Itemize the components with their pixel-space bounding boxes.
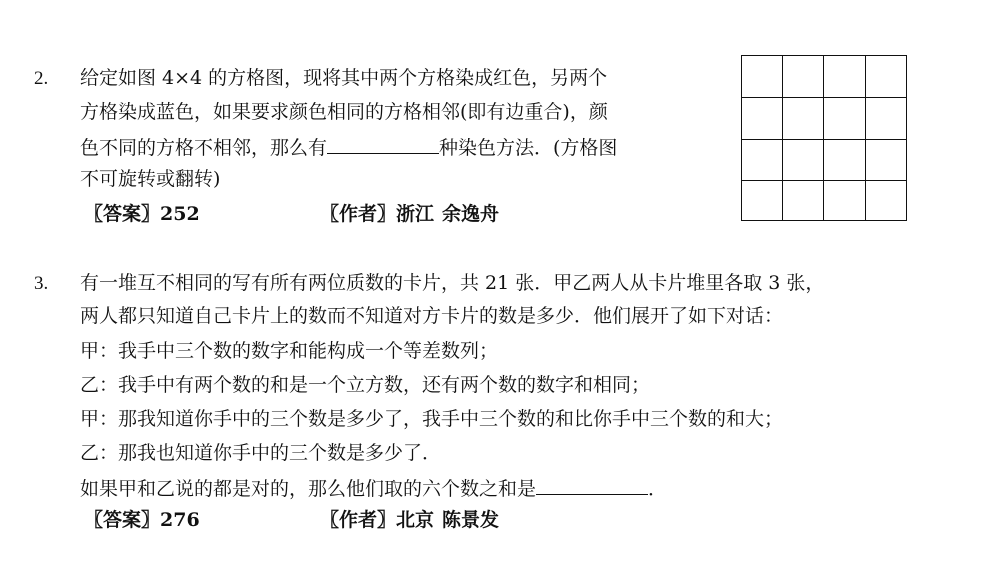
problem-2-line-3-text: 色不同的方格不相邻，那么有 (80, 137, 328, 159)
problem-3-line-3: 甲：我手中三个数的数字和能构成一个等差数列； (80, 340, 499, 362)
grid-line (782, 56, 783, 220)
problem-3-line-7-text: 如果甲和乙说的都是对的，那么他们取的六个数之和是 (80, 478, 537, 500)
problem-3-line-5: 甲：那我知道你手中的三个数是多少了，我手中三个数的和比你手中三个数的和大； (80, 408, 784, 430)
problem-2-line-4: 不可旋转或翻转) (80, 168, 221, 190)
grid-line (742, 180, 906, 181)
answer-blank (327, 135, 439, 154)
grid-line (742, 97, 906, 98)
problem-3-author (320, 509, 499, 531)
answer-label: 〖答案〗 (84, 509, 161, 531)
answer-blank (536, 476, 648, 495)
problem-3-line-4: 乙：我手中有两个数的和是一个立方数，还有两个数的数字和相同； (80, 374, 651, 396)
grid-line (742, 139, 906, 140)
problem-2-line-1: 给定如图 4×4 的方格图，现将其中两个方格染成红色，另两个 (80, 67, 608, 89)
author-label: 〖作者〗 (320, 509, 397, 531)
problem-3-line-7-tail: ． (648, 478, 668, 500)
problem-3-number: 3. (34, 273, 49, 294)
problem-2-line-3-tail: 种染色方法．(方格图 (439, 137, 618, 159)
problem-2-author (320, 203, 499, 225)
problem-3-line-6: 乙：那我也知道你手中的三个数是多少了． (80, 442, 442, 464)
grid-line (865, 56, 866, 220)
problem-2-number: 2. (34, 68, 49, 89)
problem-3-answer (84, 509, 200, 531)
author-label: 〖作者〗 (320, 203, 397, 225)
problem-3-line-2: 两人都只知道自己卡片上的数而不知道对方卡片的数是多少．他们展开了如下对话： (80, 305, 784, 327)
answer-value: 276 (160, 509, 200, 531)
problem-2-answer (84, 203, 200, 225)
author-name: 余逸舟 (442, 203, 500, 225)
answer-label: 〖答案〗 (84, 203, 161, 225)
author-place: 浙江 (396, 203, 435, 225)
problem-2-line-3 (80, 135, 617, 159)
four-by-four-grid-figure (741, 55, 907, 221)
author-name: 陈景发 (442, 509, 500, 531)
author-place: 北京 (396, 509, 435, 531)
problem-2-line-2: 方格染成蓝色，如果要求颜色相同的方格相邻(即有边重合)，颜 (80, 101, 608, 123)
problem-3-line-1: 有一堆互不相同的写有所有两位质数的卡片，共 21 张．甲乙两人从卡片堆里各取 3 张， (80, 272, 825, 294)
answer-value: 252 (160, 203, 200, 225)
problem-3-line-7 (80, 476, 667, 500)
grid-line (823, 56, 824, 220)
